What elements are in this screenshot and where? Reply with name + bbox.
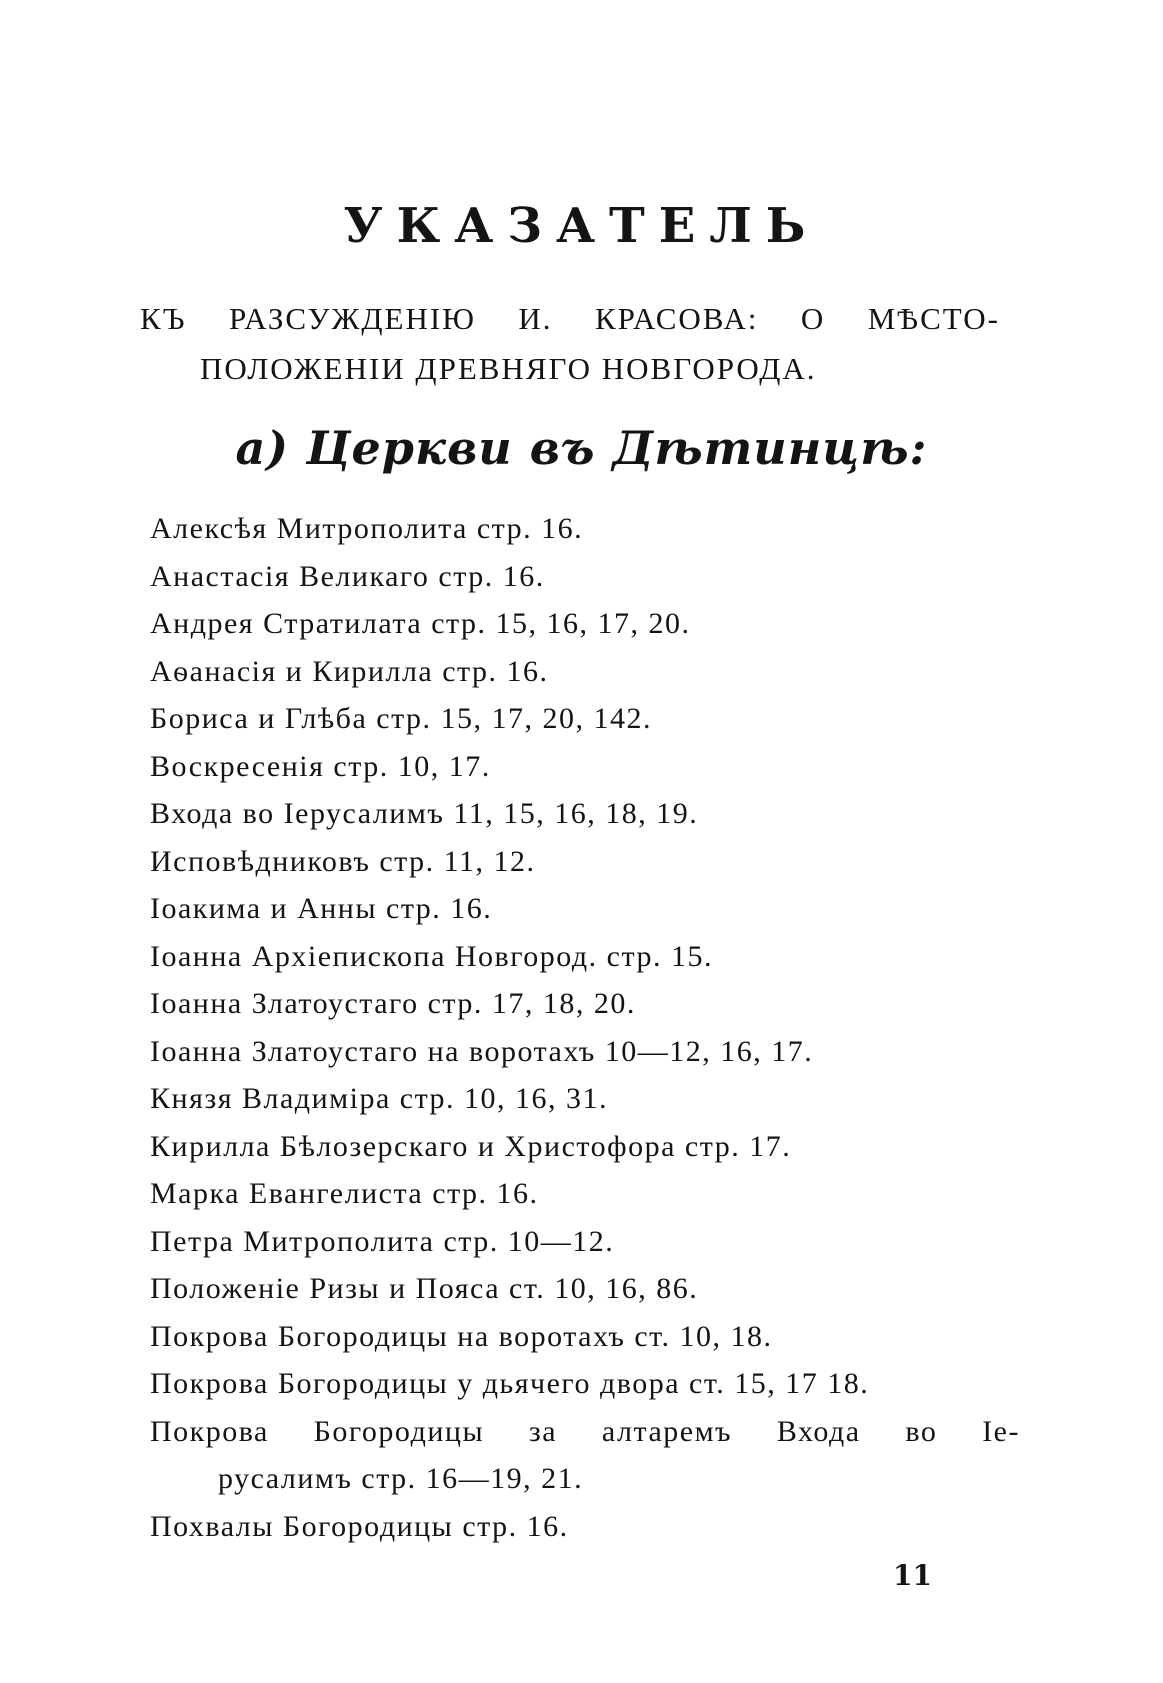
- index-entry: Петра Митрополита стр. 10—12.: [150, 1224, 615, 1258]
- subtitle-line-2: ПОЛОЖЕНІИ ДРЕВНЯГО НОВГОРОДА.: [200, 351, 817, 386]
- index-entry: Анастасія Великаго стр. 16.: [150, 559, 545, 593]
- index-entry: Бориса и Глѣба стр. 15, 17, 20, 142.: [150, 702, 653, 735]
- index-entry: Воскресенія стр. 10, 17.: [150, 749, 491, 783]
- index-entry-list: [150, 505, 1030, 1550]
- index-entry-continuation: русалимъ стр. 16—19, 21.: [218, 1462, 584, 1495]
- index-entry: Іоанна Златоустаго стр. 17, 18, 20.: [150, 987, 636, 1020]
- index-entry: Покрова Богородицы на воротахъ ст. 10, 18.: [150, 1319, 773, 1353]
- index-entry: Іоанна Архіепископа Новгород. стр. 15.: [150, 939, 713, 973]
- index-entry: Входа во Іерусалимъ 11, 15, 16, 18, 19.: [150, 797, 699, 830]
- subtitle: [140, 294, 1000, 394]
- index-entry: Аѳанасія и Кирилла стр. 16.: [150, 654, 549, 688]
- index-entry: Іоанна Златоустаго на воротахъ 10—12, 16, 17.: [150, 1034, 814, 1068]
- index-entry: Іоакима и Анны стр. 16.: [150, 892, 493, 925]
- section-heading: а) Церкви въ Дѣтинцѣ:: [235, 421, 928, 475]
- subtitle-line-1: КЪ РАЗСУЖДЕНІЮ И. КРАСОВА: О МѢСТО-: [140, 301, 1000, 336]
- index-entry: Покрова Богородицы у дьячего двора ст. 15, 17 18.: [150, 1367, 870, 1400]
- index-entry: Алексѣя Митрополита стр. 16.: [150, 512, 584, 545]
- index-entry: Князя Владиміра стр. 10, 16, 31.: [150, 1082, 609, 1115]
- page-number: 11: [893, 1559, 932, 1592]
- index-entry: Похвалы Богородицы стр. 16.: [150, 1509, 569, 1543]
- index-entry: Марка Евангелиста стр. 16.: [150, 1177, 539, 1210]
- index-entry: Исповѣдниковъ стр. 11, 12.: [150, 844, 536, 878]
- index-entry: Кирилла Бѣлозерскаго и Христофора стр. 17.: [150, 1129, 792, 1163]
- index-entry: Андрея Стратилата стр. 15, 16, 17, 20.: [150, 607, 691, 640]
- index-entry-wrapped: [150, 1408, 1030, 1503]
- index-entry-first-line: Покрова Богородицы за алтаремъ Входа во Іе-: [150, 1414, 1020, 1448]
- index-entry: Положеніе Ризы и Пояса ст. 10, 16, 86.: [150, 1272, 699, 1305]
- page-title: УКАЗАТЕЛЬ: [343, 198, 820, 254]
